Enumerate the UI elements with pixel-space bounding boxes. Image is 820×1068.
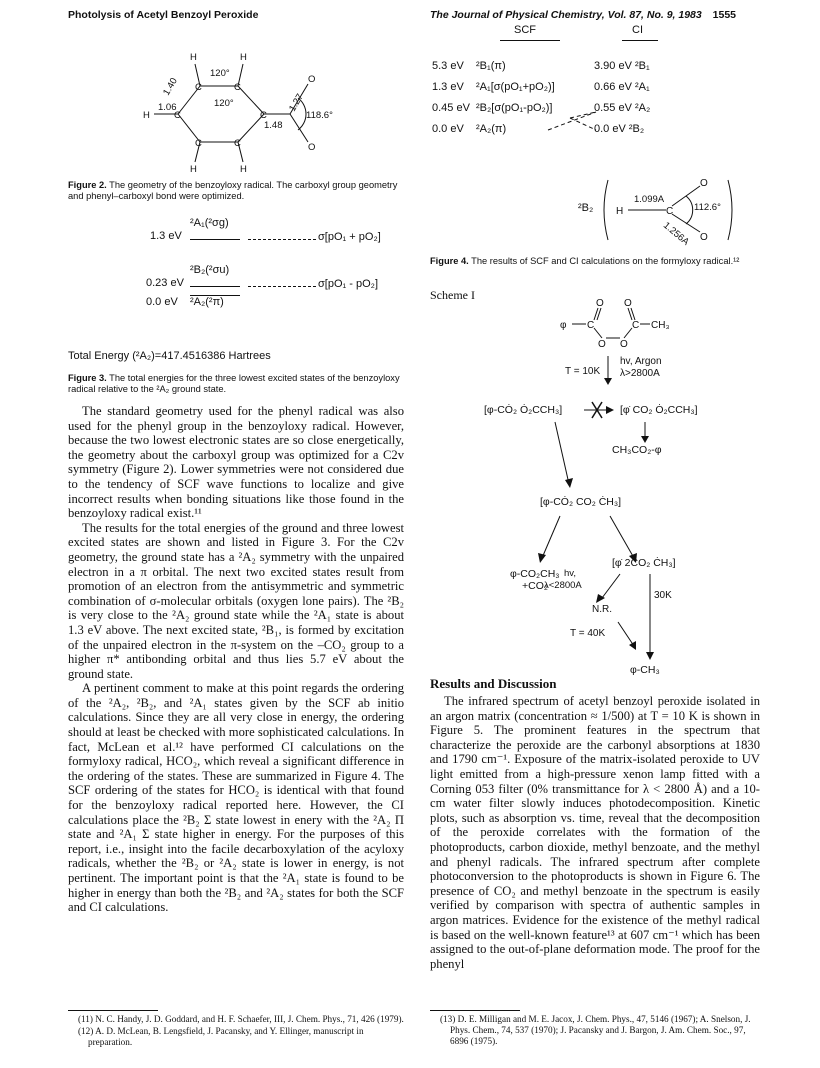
fig4-scf-3: ²B₂[σ(pO₁-pO₂)] — [476, 102, 553, 114]
section-heading: Results and Discussion — [430, 676, 557, 691]
svg-text:O: O — [598, 339, 606, 348]
scheme-prod-right: [φ̇ 2CO₂ ĊH₃] — [612, 557, 676, 569]
svg-text:1.40: 1.40 — [161, 75, 180, 98]
scheme-title: Scheme I — [430, 288, 475, 302]
fig3-level-line-3 — [190, 295, 240, 296]
fig4-structure-state: ²B₂ — [578, 202, 594, 214]
fig3-orbital-1: σ[pO₁ + pO₂] — [318, 231, 381, 243]
scheme-cond-temp2: T = 40K — [570, 628, 606, 639]
svg-text:H: H — [190, 52, 197, 63]
figure2-caption — [68, 180, 403, 202]
svg-text:1.27: 1.27 — [287, 91, 306, 114]
svg-text:H: H — [240, 164, 247, 174]
scheme-final: φ-CH₃ — [630, 664, 660, 676]
scheme-arrows-4 — [590, 570, 670, 670]
scheme-pair-right: [φ̇ CO₂ Ȯ₂CCH₃] — [620, 404, 698, 416]
scheme-cond-temp1: T = 10K — [565, 366, 601, 377]
fig4-col-ci: CI — [632, 24, 643, 36]
figure4-caption-label: Figure 4. — [430, 256, 469, 266]
scheme-cond-lambda1: λ>2800A — [620, 368, 660, 379]
fig4-ci-3: 0.55 eV ²A₂ — [594, 102, 651, 114]
fig4-energy-2: 1.3 eV — [432, 81, 464, 93]
fig3-total-energy: Total Energy (²A₂)=417.4516386 Hartrees — [68, 350, 271, 362]
fig4-ci-rule — [622, 40, 658, 41]
right-column-text — [430, 694, 760, 971]
scheme-mid: [φ-CȮ₂ CO₂ ĊH₃] — [540, 496, 622, 508]
svg-text:1.48: 1.48 — [264, 120, 283, 131]
svg-text:118.6°: 118.6° — [306, 110, 333, 121]
svg-text:O: O — [624, 298, 632, 309]
fig4-energy-4: 0.0 eV — [432, 123, 464, 135]
scheme-prod-left2: +CO₂ — [522, 580, 548, 592]
footnote-11: (11) N. C. Handy, J. D. Goddard, and H. F. Schaefer, III, J. Chem. Phys., 71, 426 (1979). — [78, 1014, 404, 1024]
journal-citation: The Journal of Physical Chemistry, Vol. 87, No. 9, 1983 — [430, 9, 702, 21]
svg-text:H: H — [143, 110, 150, 121]
footnote-12: (12) A. D. McLean, B. Lengsfield, J. Pacansky, and Y. Ellinger, manuscript in preparation. — [78, 1026, 364, 1047]
fig4-angle: 112.6° — [694, 202, 721, 213]
footnotes-left — [78, 1014, 404, 1049]
figure2-caption-label: Figure 2. — [68, 180, 107, 190]
fig3-level-line-2 — [190, 286, 240, 287]
fig4-col-scf: SCF — [514, 24, 536, 36]
fig3-energy-2: 0.23 eV — [146, 277, 184, 289]
svg-text:1.06: 1.06 — [158, 102, 177, 113]
fig4-scf-2: ²A₁[σ(pO₁+pO₂)] — [476, 81, 555, 93]
svg-text:O: O — [596, 298, 604, 309]
scheme-pair-left: [φ-CȮ₂ Ȯ₂CCH₃] — [484, 404, 563, 416]
fig3-energy-3: 0.0 eV — [146, 296, 178, 308]
paragraph-geometry: The standard geometry used for the phenyl radical was also used for the phenyl group in the benzoyloxy radical. However, because the two lowest electronic states are so close energetically, the geometry about the carboxyl group was optimized for a C2v symmetry (Figure 2). Lower symmetries were not considered due to the tendency of SCF wave functions to localize and give incorrect results when bonding situations like those found in the benzoyloxy radical exist.¹¹ — [68, 404, 404, 521]
figure3-caption-text: The total energies for the three lowest excited states of the benzoyloxy radical relative to the ²A₂ ground state. — [68, 373, 400, 394]
fig4-energy-1: 5.3 eV — [432, 60, 464, 72]
paragraph-ir-spectrum: The infrared spectrum of acetyl benzoyl peroxide isolated in an argon matrix (concentration ≈ 1/500) at T = 10 K is shown in Figure 5. The prominent features in the spectrum that characterize the peroxide are the carbonyl absorptions at 1830 and 1790 cm⁻¹. Exposure of the matrix-isolated peroxide to UV light emitted from a high-pressure xenon lamp fitted with a Corning 053 filter (0% transmittance for λ < 2800 Å) and a 10-cm water filter slowly induces photodecomposition. Kinetic plots, such as absorption vs. time, reveal that the decomposition of the peroxide correlates with the formation of the photoproducts, carbon dioxide, methyl benzoate, and the methyl and phenyl radicals. The infrared spectrum after complete photoconversion to the photoproducts is shown in Figure 6. The presence of CO₂ and methyl benzoate in the spectrum is easily verified by comparison with spectra of authentic samples in argon matrices. Evidence for the existence of the methyl radical is based on the well-known feature¹³ at 607 cm⁻¹ which has been assigned to the out-of-plane deformation mode. The proof for the phenyl — [430, 694, 760, 971]
figure4-caption-text: The results of SCF and CI calculations on the formyloxy radical.¹² — [471, 256, 740, 266]
scheme-cond-lambda2: λ<2800A — [544, 580, 582, 591]
svg-text:C: C — [234, 138, 241, 149]
svg-text:C: C — [195, 82, 202, 93]
footnote-rule-right — [430, 1010, 520, 1011]
scheme-prod-left1: φ-CO₂CH₃ — [510, 568, 560, 580]
fig3-orbital-2: σ[pO₁ - pO₂] — [318, 278, 379, 290]
footnote-rule-left — [68, 1010, 158, 1011]
fig4-bond-ch: 1.099A — [634, 194, 665, 205]
fig4-bond-co: 1.256A — [660, 220, 692, 248]
fig4-ci-4: 0.0 eV ²B₂ — [594, 123, 645, 135]
svg-text:O: O — [700, 232, 708, 243]
svg-text:H: H — [616, 206, 624, 217]
page-number: 1555 — [712, 9, 737, 21]
fig4-correlation-lines — [520, 100, 620, 140]
svg-text:C: C — [666, 206, 674, 217]
scheme-peroxide-structure — [540, 298, 680, 348]
fig3-energy-1: 1.3 eV — [150, 230, 182, 242]
fig3-level-line-1 — [190, 239, 240, 240]
svg-text:120°: 120° — [214, 98, 234, 109]
svg-text:120°: 120° — [210, 68, 230, 79]
scheme-cond-light2: hv, — [564, 568, 576, 579]
svg-text:C: C — [234, 82, 241, 93]
fig3-state-2: ²B₂(²σu) — [190, 264, 230, 276]
scheme-cond-30k: 30K — [654, 590, 672, 601]
fig3-state-3: ²A₂(²π) — [190, 296, 224, 308]
fig4-energy-3: 0.45 eV — [432, 102, 470, 114]
svg-text:H: H — [240, 52, 247, 63]
figure2-structure — [140, 46, 360, 174]
fig4-scf-1: ²B₁(π) — [476, 60, 506, 72]
svg-text:C: C — [195, 138, 202, 149]
footnote-13: (13) D. E. Milligan and M. E. Jacox, J. Chem. Phys., 47, 5146 (1967); A. Snelson, J. Phys. Chem., 74, 537 (1970); J. Pacansky and J. Bargon, J. Am. Chem. Soc., 97, 6896 (1975). — [440, 1014, 751, 1046]
svg-text:O: O — [620, 339, 628, 348]
figure3-caption — [68, 373, 403, 395]
svg-text:H: H — [190, 164, 197, 174]
fig3-state-1: ²A₁(²σg) — [190, 217, 229, 229]
figure2-caption-text: The geometry of the benzoyloxy radical. The carboxyl group geometry and phenyl–carboxyl bond were optimized. — [68, 180, 398, 201]
scheme-arrow-1 — [602, 354, 614, 386]
scheme-arrows-2 — [545, 418, 685, 498]
svg-text:C: C — [632, 320, 640, 331]
svg-text:C: C — [174, 110, 181, 121]
scheme-nr: N.R. — [592, 604, 612, 615]
left-column-text — [68, 404, 404, 915]
svg-text:O: O — [308, 142, 316, 153]
paragraph-results: The results for the total energies of the ground and three lowest excited states are shown and listed in Figure 3. For the C2v geometry, the ground state has a ²A₂ symmetry with the unpaired electron in a π orbital. The next two excited states result from promotion of an electron from the antisymmetric and symmetric combination of σ-molecular orbitals (oxygen lone pairs). The ²B₂ is very close to the ²A₂ ground state while the ²A₁ state is about 1.3 eV above. The next excited state, ²B₁, is formed by excitation of the unpaired electron in the π-system on the –CO₂ group to a higher π* antibonding orbital and thus lies 5.7 eV about the ground state. — [68, 520, 404, 681]
fig4-ci-1: 3.90 eV ²B₁ — [594, 60, 650, 72]
svg-text:O: O — [308, 74, 316, 85]
svg-text:CH₃: CH₃ — [651, 320, 670, 331]
fig4-scf-4: ²A₂(π) — [476, 123, 507, 135]
svg-text:C: C — [260, 110, 267, 121]
figure3-caption-label: Figure 3. — [68, 373, 107, 383]
scheme-cond-light1: hv, Argon — [620, 356, 662, 367]
paragraph-ordering: A pertinent comment to make at this point regards the ordering of the ²A₂, ²B₂, and ²A₁ states given by the SCF ab initio calculations. Since they are all very close in energy, the ordering should at least be checked with more sophisticated calculations. In fact, McLean et al.¹² have performed CI calculations on the formyloxy radical, HCO₂, which reveal a significant difference in the ordering of the states. These are summarized in Figure 4. The SCF ordering of the states for HCO₂ is identical with that found for the benzoyloxy radical reported here. However, the CI calculations place the ²B₂ Σ state lowest in enery with the ²A₂ Π state and ²A₁ Σ state higher in energy. For the purposes of this report, i.e., insight into the facile decarboxylation of the acyloxy radicals, whether the ²B₂ or ²A₂ state is lower in energy, is not pertinent. The important point is that the ²A₁ state is found to be higher in energy than both the ²B₂ and ²A₂ states for both the SCF and CI calculations. — [68, 681, 404, 915]
figure4-caption — [430, 256, 760, 267]
svg-text:O: O — [700, 178, 708, 189]
fig4-ci-2: 0.66 eV ²A₁ — [594, 81, 650, 93]
svg-text:φ: φ — [560, 320, 567, 331]
fig4-scf-rule — [500, 40, 560, 41]
svg-text:C: C — [587, 320, 595, 331]
running-header-right — [430, 9, 736, 21]
scheme-equilibrium-arrow — [580, 400, 616, 420]
running-header-left: Photolysis of Acetyl Benzoyl Peroxide — [68, 9, 259, 21]
scheme-ester1: CH₃CO₂-φ — [612, 444, 662, 456]
fig3-dash-1 — [248, 239, 316, 240]
footnotes-right — [440, 1014, 760, 1048]
fig3-dash-2 — [248, 286, 316, 287]
